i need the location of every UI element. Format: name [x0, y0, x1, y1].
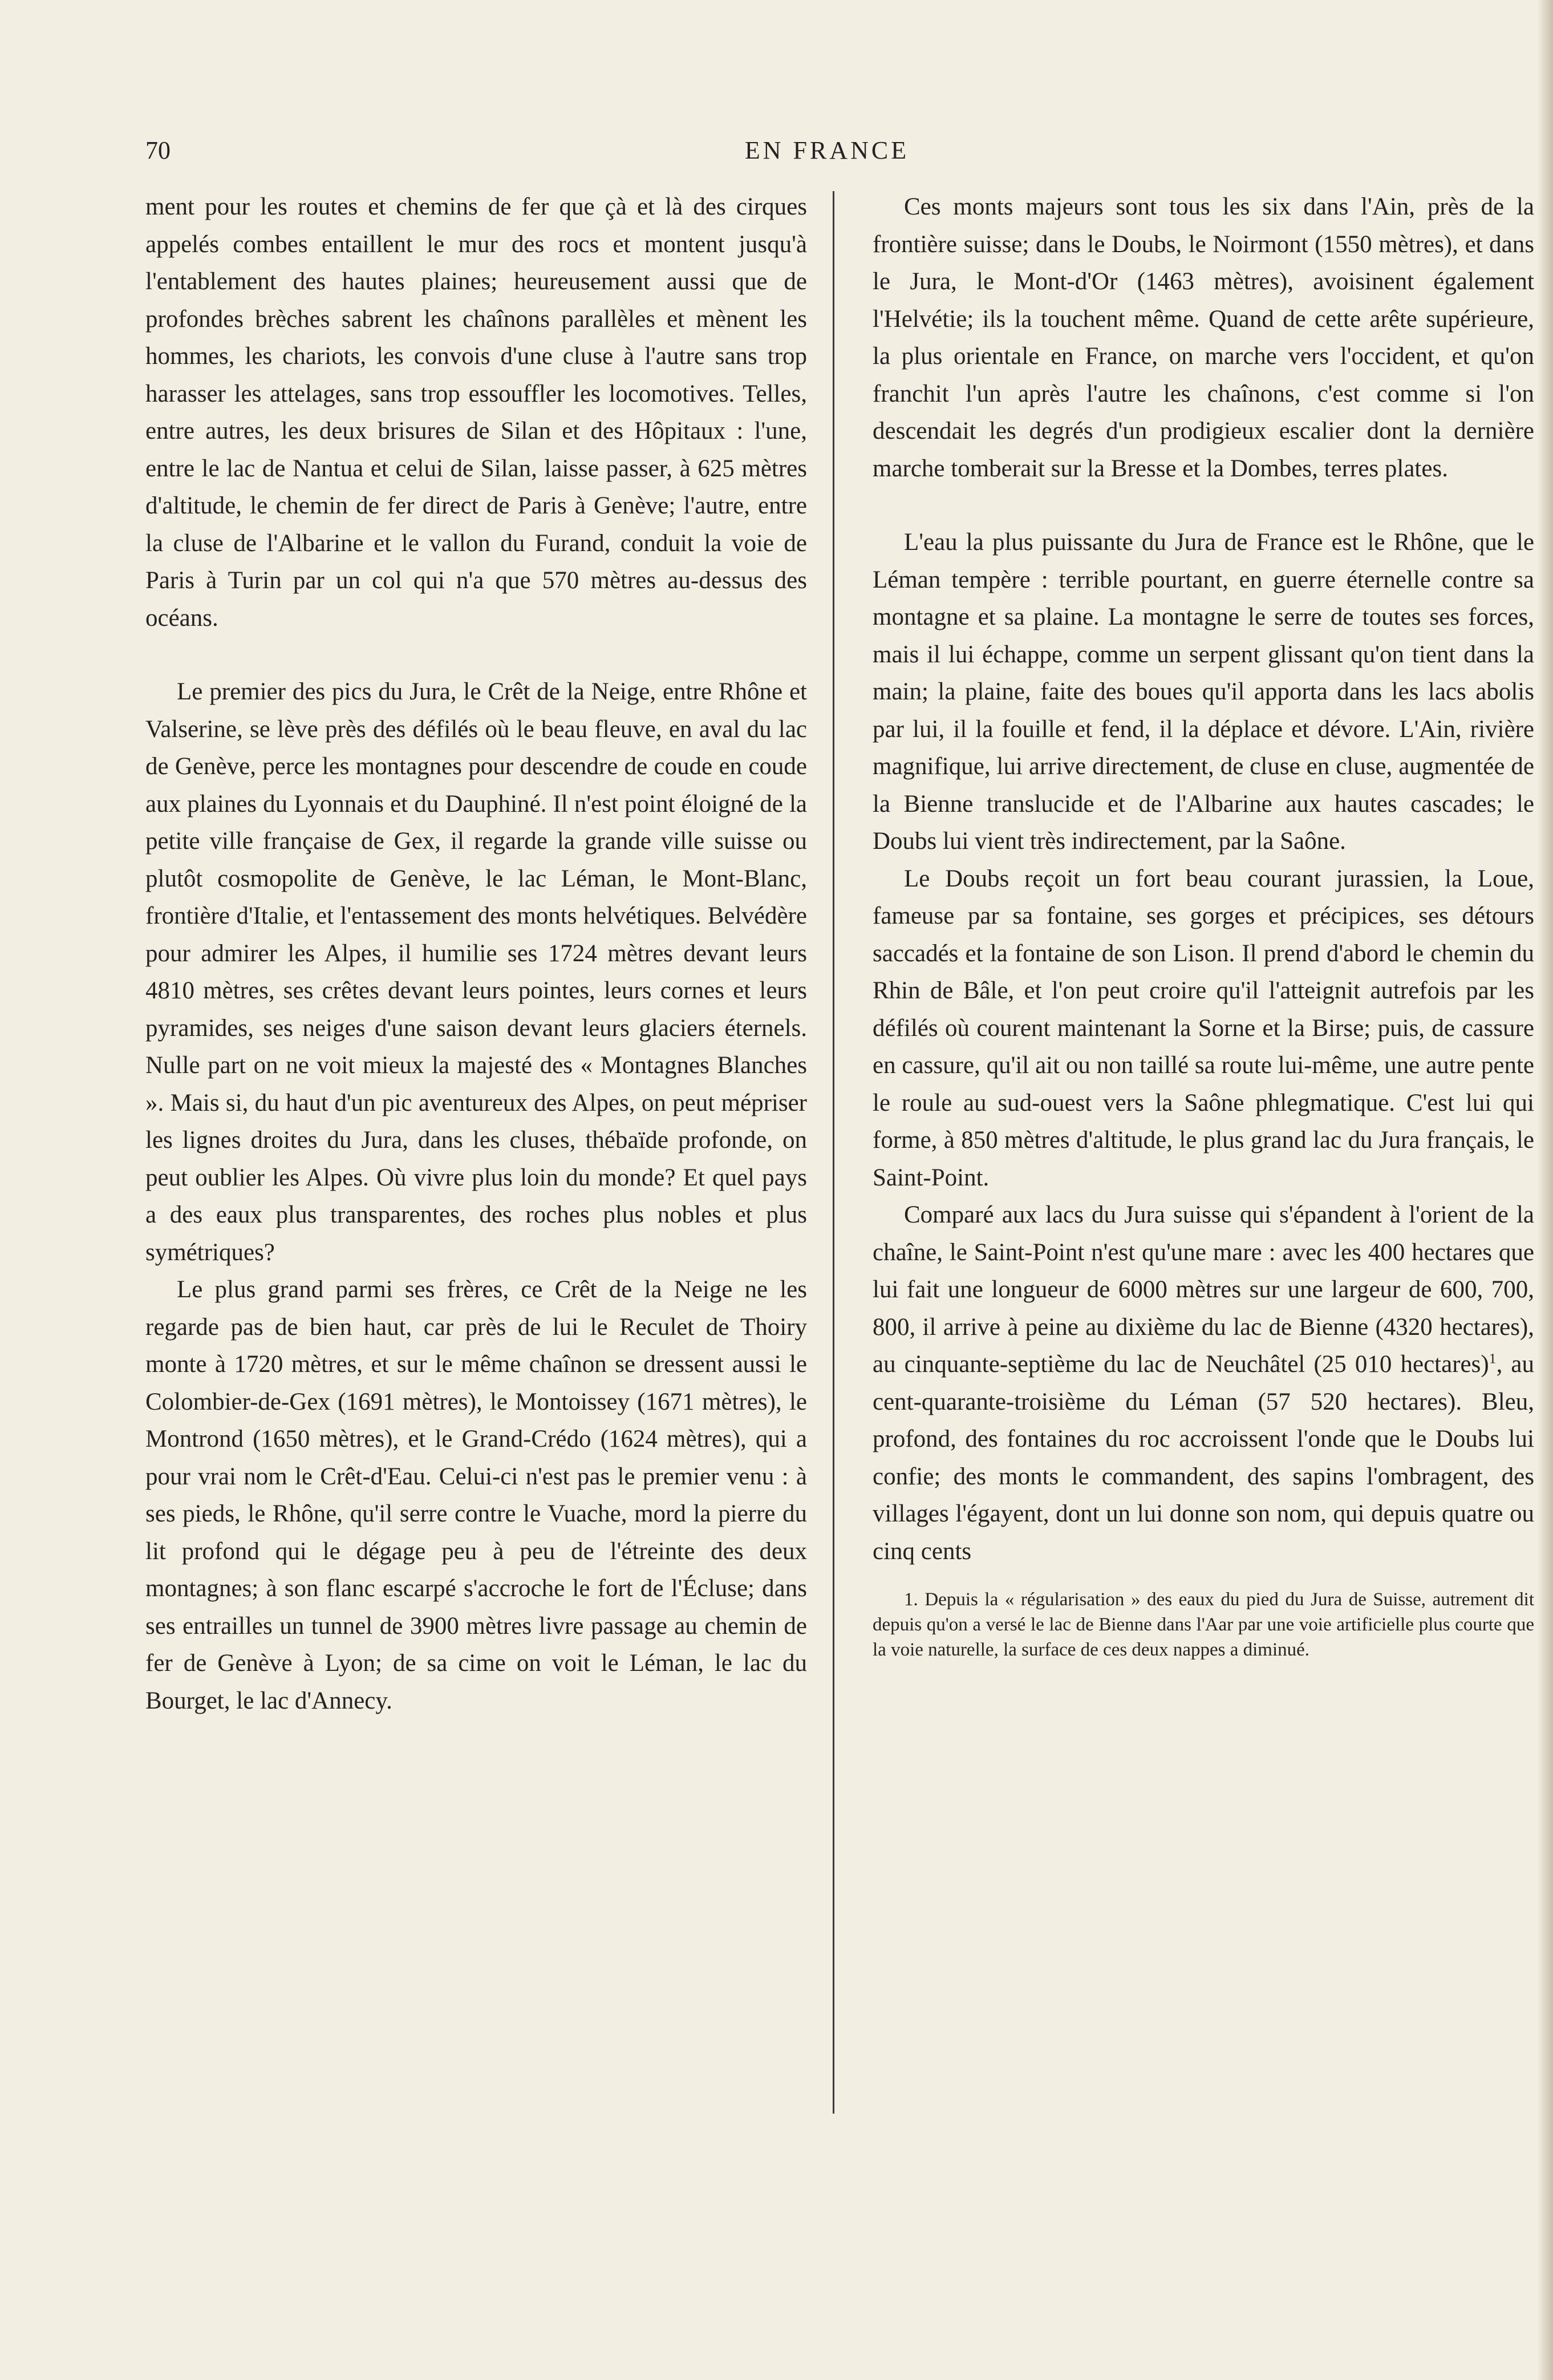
- left-paragraph-3: Le plus grand parmi ses frères, ce Crêt de la Neige ne les regarde pas de bien haut, car près de lui le Reculet de Thoiry monte à 1720 mètres, et sur le même chaînon se dressent aussi le Colombier-de-Gex (1691 mètres), le Montoissey (1671 mètres), le Montrond (1650 mètres), et le Grand-Crédo (1624 mètres), qui a pour vrai nom le Crêt-d'Eau. Celui-ci n'est pas le premier venu : à ses pieds, le Rhône, qu'il serre contre le Vuache, mord la pierre du lit profond qui le dégage peu à peu de l'étreinte des deux montagnes; à son flanc escarpé s'accroche le fort de l'Écluse; dans ses entrailles un tunnel de 3900 mètres livre passage au chemin de fer de Genève à Lyon; de sa cime on voit le Léman, le lac du Bourget, le lac d'Annecy.: [145, 1276, 807, 1714]
- page-number: 70: [145, 136, 171, 164]
- right-paragraph-3: Le Doubs reçoit un fort beau courant jurassien, la Loue, fameuse par sa fontaine, ses gorges et précipices, ses détours saccadés et la fontaine de son Lison. Il prend d'abord le chemin du Rhin de Bâle, et l'on peut croire qu'il l'atteignit autrefois par les défilés où courent maintenant la Sorne et la Birse; puis, de cassure en cassure, qu'il ait ou non taillé sa route lui-même, une autre pente le roule au sud-ouest vers la Saône phlegmatique. C'est lui qui forme, à 850 mètres d'altitude, le plus grand lac du Jura français, le Saint-Point.: [873, 865, 1534, 1191]
- right-paragraph-2: L'eau la plus puissante du Jura de France est le Rhône, que le Léman tempère : terrible pourtant, en guerre éternelle contre sa montagne et sa plaine. La montagne le serre de toutes ses forces, mais il lui échappe, comme un serpent glissant qu'on tient dans la main; la plaine, faite des boues qu'il apporta dans les lacs abolis par lui, il la fouille et fend, il la déplace et dévore. L'Ain, rivière magnifique, lui arrive directement, de cluse en cluse, augmentée de la Bienne translucide et de l'Albarine aux hautes cascades; le Doubs lui vient très indirectement, par la Saône.: [873, 529, 1534, 855]
- column-divider: [833, 191, 834, 2114]
- left-paragraph-1: ment pour les routes et chemins de fer que çà et là des cirques appelés combes entaillent le mur des rocs et montent jusqu'à l'entablement des hautes plaines; heureusement aussi que de profondes brèches sabrent les chaînons parallèles et mènent les hommes, les chariots, les convois d'une cluse à l'autre sans trop harasser les attelages, sans trop essouffler les locomotives. Telles, entre autres, les deux brisures de Silan et des Hôpitaux : l'une, entre le lac de Nantua et celui de Silan, laisse passer, à 625 mètres d'altitude, le chemin de fer direct de Paris à Genève; l'autre, entre la cluse de l'Albarine et le vallon du Furand, conduit la voie de Paris à Turin par un col qui n'a que 570 mètres au-dessus des océans.: [145, 193, 807, 632]
- paragraph-gap: [145, 637, 807, 673]
- right-paragraph-1: Ces monts majeurs sont tous les six dans l'Ain, près de la frontière suisse; dans le Doubs, le Noirmont (1550 mètres), et dans le Jura, le Mont-d'Or (1463 mètres), avoisinent également l'Helvétie; ils la touchent même. Quand de cette arête supérieure, la plus orientale en France, on marche vers l'occident, et qu'on franchit l'un après l'autre les chaînons, c'est comme si l'on descendait les degrés d'un prodigieux escalier dont la dernière marche tomberait sur la Bresse et la Dombes, terres plates.: [873, 193, 1534, 482]
- right-paragraph-4-text-b: , au cent-quarante-troisième du Léman (57 520 hectares). Bleu, profond, des fontaines du roc accroissent l'onde que le Doubs lui confie; des monts le commandent, des sapins l'ombragent, des villages l'égayent, dont un lui donne son nom, qui depuis quatre ou cinq cents: [873, 1351, 1534, 1565]
- right-paragraph-4: [873, 1196, 1534, 1570]
- left-paragraph-2: Le premier des pics du Jura, le Crêt de la Neige, entre Rhône et Valserine, se lève près des défilés où le beau fleuve, en aval du lac de Genève, perce les montagnes pour descendre de coude en coude aux plaines du Lyonnais et du Dauphiné. Il n'est point éloigné de la petite ville française de Gex, il regarde la grande ville suisse ou plutôt cosmopolite de Genève, le lac Léman, le Mont-Blanc, frontière d'Italie, et l'entassement des monts helvétiques. Belvédère pour admirer les Alpes, il humilie ses 1724 mètres devant leurs 4810 mètres, ses crêtes devant leurs pointes, leurs cornes et leurs pyramides, ses neiges d'une saison devant leurs glaciers éternels. Nulle part on ne voit mieux la majesté des « Montagnes Blanches ». Mais si, du haut d'un pic aventureux des Alpes, on peut mépriser les lignes droites du Jura, dans les cluses, thébaïde profonde, on peut oublier les Alpes. Où vivre plus loin du monde? Et quel pays a des eaux plus transparentes, des roches plus nobles et plus symétriques?: [145, 678, 807, 1266]
- footnote: 1. Depuis la « régularisation » des eaux du pied du Jura de Suisse, autrement dit depuis qu'on a versé le lac de Bienne dans l'Aar par une voie artificielle plus courte que la voie naturelle, la surface de ces deux nappes a diminué.: [873, 1589, 1534, 1660]
- right-column: [873, 188, 1534, 1681]
- section-title: EN FRANCE: [744, 136, 910, 164]
- left-column: [145, 188, 807, 1719]
- right-paragraph-4-text-a: Comparé aux lacs du Jura suisse qui s'épandent à l'orient de la chaîne, le Saint-Point n'est qu'une mare : avec les 400 hectares que lui fait une longueur de 6000 mètres sur une largeur de 600, 700, 800, il arrive à peine au dixième du lac de Bienne (4320 hectares), au cinquante-septième du lac de Neuchâtel (25 010 hectares): [873, 1201, 1534, 1378]
- footnote-reference[interactable]: 1: [1489, 1350, 1497, 1367]
- running-head: [145, 136, 1509, 170]
- paragraph-gap: [873, 487, 1534, 524]
